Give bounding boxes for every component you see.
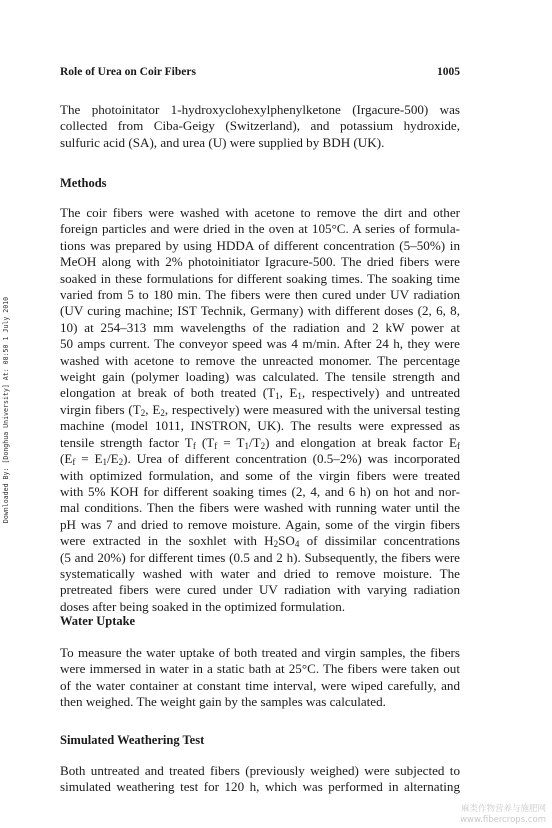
watermark-cn: 麻类作物营养与施肥网 [460, 804, 546, 814]
weathering-paragraph: Both untreated and treated fibers (previously weighed) were subjected to simulated weathering test for 120 h, which was performed in alternating [60, 763, 460, 795]
water-uptake-paragraph: To measure the water uptake of both treated and virgin samples, the fibers were immersed in water in a static bath at 25°C. The fibers were taken out of the water container at constant time interval, were wiped carefully, and then weighed. The weight gain by the samples was calculated. [60, 645, 460, 710]
methods-heading: Methods [60, 176, 107, 190]
intro-paragraph: The photoinitator 1-hydroxyclohexylphenylketone (Irgacure-500) was collected from Ciba-Geigy (Switzerland), and potassium hydroxide, sulfuric acid (SA), and urea (U) were supplied by BDH (UK). [60, 102, 460, 150]
running-head [60, 66, 460, 78]
download-stamp-text: Downloaded By: [Donghua University] At: 08:50 1 July 2010 [2, 296, 10, 524]
watermark-url: www.fibercrops.com [460, 815, 546, 825]
water-uptake-heading: Water Uptake [60, 614, 136, 628]
watermark [460, 804, 546, 826]
download-stamp [0, 265, 12, 555]
weathering-heading: Simulated Weathering Test [60, 733, 205, 747]
page-number: 1005 [437, 66, 460, 78]
running-title: Role of Urea on Coir Fibers [60, 66, 196, 78]
methods-paragraph: The coir fibers were washed with acetone to remove the dirt and other foreign particles and were dried in the oven at 105°C. A series of formula- tions was prepared by using HDDA of different concentration (5–50%) in MeOH along with 2% photoinitiator Igracure-500. The dried fibers were soaked in these formulations for different soaking times. The soaking time varied from 5 to 180 min. The fibers were then cured under UV radiation (UV curing machine; IST Technik, Germany) with different doses (2, 6, 8, 10) at 254–313 mm wavelengths of the radiation and 2 kW power at 50 amps current. The conveyor speed was 4 m/min. After 24 h, they were washed with acetone to remove the unreacted monomer. The percentage weight gain (polymer loading) was calculated. The tensile strength and elongation at break of both treated ($T_1$, $E_1$, respectively) and untreated virgin fibers ($T_2$, $E_2$, respectively) were measured with the universal testing machine (model 1011, INSTRON, UK). The results were expressed as tensile strength factor $T_f$ $(T_f = T_1/T_2)$ and elongation at break factor $E_f$ $(E_f = E_1/E_2)$. Urea of different concentration (0.5–2%) was incorporated with optimized formulation, and some of the virgin fibers were treated with 5% KOH for different soaking times (2, 4, and 6 h) on hot and nor- mal conditions. Then the fibers were washed with running water until the pH was 7 and dried to remove moisture. Again, some of the virgin fibers were extracted in the soxhlet with $H_2SO_4$ of dissimilar concentrations (5 and 20%) for different times (0.5 and 2 h). Subsequently, the fibers were systematically washed with water and dried to remove moisture. The pretreated fibers were cured under UV radiation with varying radiation doses after being soaked in the optimized formulation. [60, 205, 461, 614]
